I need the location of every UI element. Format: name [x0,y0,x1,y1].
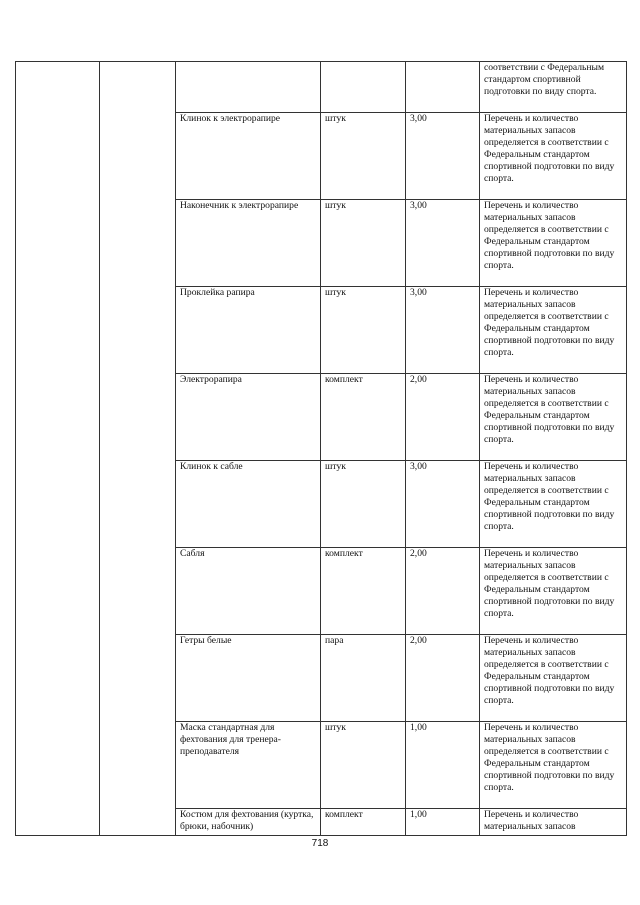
quantity-cell: 1,00 [406,809,480,836]
table-row [16,62,627,113]
quantity-cell: 3,00 [406,200,480,287]
note-cell: Перечень и количество материальных запасов определяется в соответствии с Федеральным стандартом спортивной подготовки по виду спорта. [480,287,627,374]
quantity-cell: 2,00 [406,635,480,722]
quantity-cell: 3,00 [406,287,480,374]
unit-cell: комплект [321,809,406,836]
note-cell: соответствии с Федеральным стандартом спортивной подготовки по виду спорта. [480,62,627,113]
quantity-cell: 2,00 [406,374,480,461]
item-name-cell: Гетры белые [176,635,321,722]
note-cell: Перечень и количество материальных запасов определяется в соответствии с Федеральным стандартом спортивной подготовки по виду спорта. [480,722,627,809]
unit-cell: комплект [321,548,406,635]
note-cell: Перечень и количество материальных запасов определяется в соответствии с Федеральным стандартом спортивной подготовки по виду спорта. [480,200,627,287]
note-cell: Перечень и количество материальных запасов определяется в соответствии с Федеральным стандартом спортивной подготовки по виду спорта. [480,374,627,461]
unit-cell [321,62,406,113]
merged-empty-cell-2 [100,62,176,836]
quantity-cell: 1,00 [406,722,480,809]
item-name-cell: Костюм для фехтования (куртка, брюки, набочник) [176,809,321,836]
note-cell: Перечень и количество материальных запасов определяется в соответствии с Федеральным стандартом спортивной подготовки по виду спорта. [480,113,627,200]
unit-cell: штук [321,461,406,548]
item-name-cell: Клинок к сабле [176,461,321,548]
item-name-cell: Наконечник к электрорапире [176,200,321,287]
note-cell: Перечень и количество материальных запасов определяется в соответствии с Федеральным стандартом спортивной подготовки по виду спорта. [480,635,627,722]
unit-cell: пара [321,635,406,722]
item-name-cell [176,62,321,113]
materials-table [15,61,627,836]
quantity-cell [406,62,480,113]
item-name-cell: Маска стандартная для фехтования для тренера-преподавателя [176,722,321,809]
unit-cell: штук [321,200,406,287]
note-cell: Перечень и количество материальных запасов определяется в соответствии с Федеральным стандартом спортивной подготовки по виду спорта. [480,461,627,548]
unit-cell: штук [321,287,406,374]
item-name-cell: Электрорапира [176,374,321,461]
page-number: 718 [311,838,329,849]
quantity-cell: 3,00 [406,113,480,200]
quantity-cell: 3,00 [406,461,480,548]
unit-cell: комплект [321,374,406,461]
note-cell: Перечень и количество материальных запасов [480,809,627,836]
item-name-cell: Клинок к электрорапире [176,113,321,200]
quantity-cell: 2,00 [406,548,480,635]
item-name-cell: Проклейка рапира [176,287,321,374]
merged-empty-cell-1 [16,62,100,836]
note-cell: Перечень и количество материальных запасов определяется в соответствии с Федеральным стандартом спортивной подготовки по виду спорта. [480,548,627,635]
unit-cell: штук [321,113,406,200]
unit-cell: штук [321,722,406,809]
item-name-cell: Сабля [176,548,321,635]
